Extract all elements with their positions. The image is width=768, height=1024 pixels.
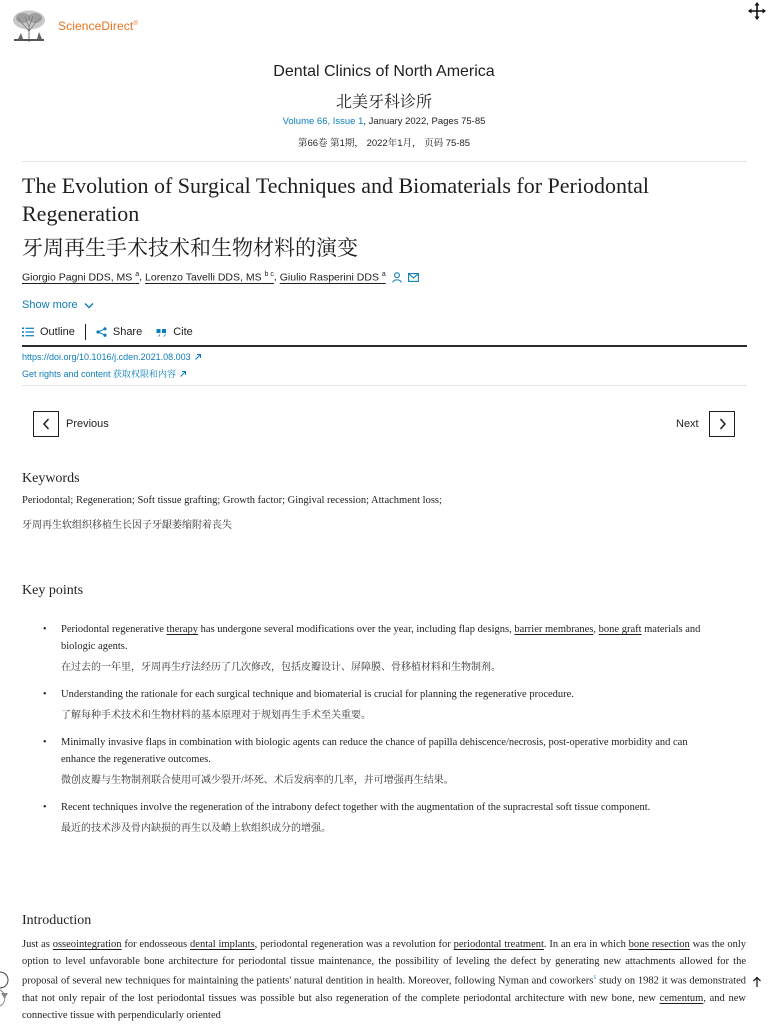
article-title-cn: 牙周再生手术技术和生物材料的演变 bbox=[22, 236, 358, 260]
key-points-list bbox=[40, 621, 720, 847]
person-icon[interactable] bbox=[392, 272, 402, 283]
key-points-heading: Key points bbox=[22, 583, 84, 598]
cite-button[interactable]: Cite bbox=[156, 326, 193, 338]
elsevier-tree-logo[interactable] bbox=[10, 9, 48, 43]
list-icon bbox=[22, 327, 34, 337]
list-item: • Understanding the rationale for each surgical technique and biomaterial is crucial for planning the regenerative procedure. 了解每种手术技术和生物材料的基本原理对于规划再生手术至关重要。 bbox=[40, 686, 720, 724]
reference-link[interactable]: 1 bbox=[593, 975, 597, 981]
journal-title[interactable]: Dental Clinics of North America bbox=[273, 63, 495, 80]
scroll-down-icon[interactable] bbox=[0, 968, 12, 1008]
share-button[interactable]: Share bbox=[96, 326, 142, 338]
next-button[interactable] bbox=[709, 411, 735, 437]
volume-info-cn: 第66卷 第1期， 2022年1月， 页码 75-85 bbox=[297, 138, 471, 149]
volume-issue-link[interactable]: Volume 66, Issue 1 bbox=[282, 116, 364, 127]
envelope-icon[interactable] bbox=[408, 273, 419, 282]
sciencedirect-wordmark[interactable]: ScienceDirect® bbox=[58, 19, 138, 33]
external-link-icon bbox=[194, 353, 202, 361]
author-list: Giorgio Pagni DDS, MS $^a$ , Lorenzo Tavelli DDS, MS $^{b c}$ , Giulio Rasperini DDS $^a$ bbox=[22, 271, 419, 284]
next-label[interactable]: Next bbox=[676, 418, 699, 430]
divider bbox=[22, 161, 747, 162]
journal-title-cn: 北美牙科诊所 bbox=[335, 94, 432, 111]
move-cursor-icon bbox=[748, 2, 766, 20]
list-item-translation: 微创皮瓣与生物制剂联合使用可减少裂开/坏死、术后发病率的几率，并可增强再生结果。 bbox=[61, 775, 454, 786]
introduction-paragraph: Just as osseointegration for endosseous dental implants, periodontal regeneration was a revolution for periodontal treatment. In an era in which bone resection was the only option to level unfavorable bone architecture for periodontal tissue maintenance, the possibility of leveling the defect by generating new attachments allowed for the proposal of several new techniques for maintaining the patients' natural dentition in health. Moreover, following Nyman and coworkers$^1$ study on 1982 it was demonstrated that not only repair of the lost periodontal tissues was possible but also regeneration of the complete periodontal architecture with new bone, new cementum, and new connective tissue with perpendicularly oriented bbox=[22, 939, 747, 1021]
toolbar-underline bbox=[22, 345, 747, 347]
list-item: • Recent techniques involve the regeneration of the intrabony defect together with the augmentation of the supracrestal soft tissue component. 最近的技术涉及骨内缺损的再生以及嵴上软组织成分的增强。 bbox=[40, 799, 720, 837]
keywords-list-cn: 牙周再生软组织移植生长因子牙龈萎缩附着丧失 bbox=[22, 520, 232, 531]
external-link-icon bbox=[179, 370, 187, 378]
previous-button[interactable] bbox=[33, 411, 59, 437]
previous-label[interactable]: Previous bbox=[66, 418, 109, 430]
list-item: • Periodontal regenerative therapy has undergone several modifications over the year, including flap designs, barrier membranes, bone graft materials and biologic agents. 在过去的一年里，牙周再生疗法经历了几次修改，包括皮瓣设计、屏障膜、骨移植材料和生物制剂。 bbox=[40, 621, 720, 676]
outline-button[interactable]: Outline bbox=[22, 326, 75, 338]
article-title: The Evolution of Surgical Techniques and Biomaterials for Periodontal Regeneration bbox=[22, 173, 649, 226]
rights-link[interactable]: Get rights and content 获取权限和内容 bbox=[22, 367, 187, 380]
keywords-list: Periodontal; Regeneration; Soft tissue grafting; Growth factor; Gingival recession; Attachment loss; bbox=[22, 495, 442, 506]
list-item-translation: 最近的技术涉及骨内缺损的再生以及嵴上软组织成分的增强。 bbox=[61, 823, 331, 834]
share-icon bbox=[96, 327, 107, 337]
list-item-translation: 在过去的一年里，牙周再生疗法经历了几次修改，包括皮瓣设计、屏障膜、骨移植材料和生物制剂。 bbox=[61, 662, 501, 673]
list-item: • Minimally invasive flaps in combination with biologic agents can reduce the chance of papilla dehiscence/necrosis, post-operative morbidity and can enhance the regenerative outcomes. 微创皮瓣与生物制剂联合使用可减少裂开/坏死、术后发病率的几率，并可增强再生结果。 bbox=[40, 734, 720, 789]
author-link[interactable]: Lorenzo Tavelli DDS, MS $^{b c}$ bbox=[145, 271, 274, 284]
chevron-right-icon bbox=[718, 418, 727, 430]
topic-link[interactable]: cementum bbox=[659, 992, 704, 1004]
scroll-up-icon[interactable] bbox=[752, 976, 762, 988]
topic-link[interactable]: therapy bbox=[166, 624, 199, 635]
chevron-left-icon bbox=[42, 418, 51, 430]
divider bbox=[22, 385, 747, 386]
introduction-heading: Introduction bbox=[22, 913, 92, 928]
site-header bbox=[10, 8, 138, 44]
chevron-down-icon bbox=[84, 302, 94, 309]
topic-link[interactable]: periodontal treatment bbox=[453, 939, 544, 950]
topic-link[interactable]: barrier membranes bbox=[514, 624, 594, 635]
topic-link[interactable]: bone resection bbox=[628, 939, 690, 950]
article-toolbar bbox=[22, 324, 193, 340]
topic-link[interactable]: bone graft bbox=[598, 624, 642, 635]
doi-link[interactable]: https://doi.org/10.1016/j.cden.2021.08.003 bbox=[22, 352, 202, 362]
keywords-heading: Keywords bbox=[22, 471, 80, 486]
author-link[interactable]: Giulio Rasperini DDS $^a$ bbox=[279, 271, 386, 284]
quote-icon bbox=[156, 328, 167, 337]
toolbar-divider bbox=[85, 324, 86, 340]
volume-info: Volume 66, Issue 1, January 2022, Pages 75-85 bbox=[282, 116, 486, 127]
list-item-translation: 了解每种手术技术和生物材料的基本原理对于规划再生手术至关重要。 bbox=[61, 710, 371, 721]
show-more-button[interactable]: Show more bbox=[22, 299, 94, 311]
topic-link[interactable]: dental implants bbox=[190, 939, 255, 950]
author-link[interactable]: Giorgio Pagni DDS, MS $^a$ bbox=[22, 271, 140, 284]
topic-link[interactable]: osseointegration bbox=[52, 939, 122, 950]
